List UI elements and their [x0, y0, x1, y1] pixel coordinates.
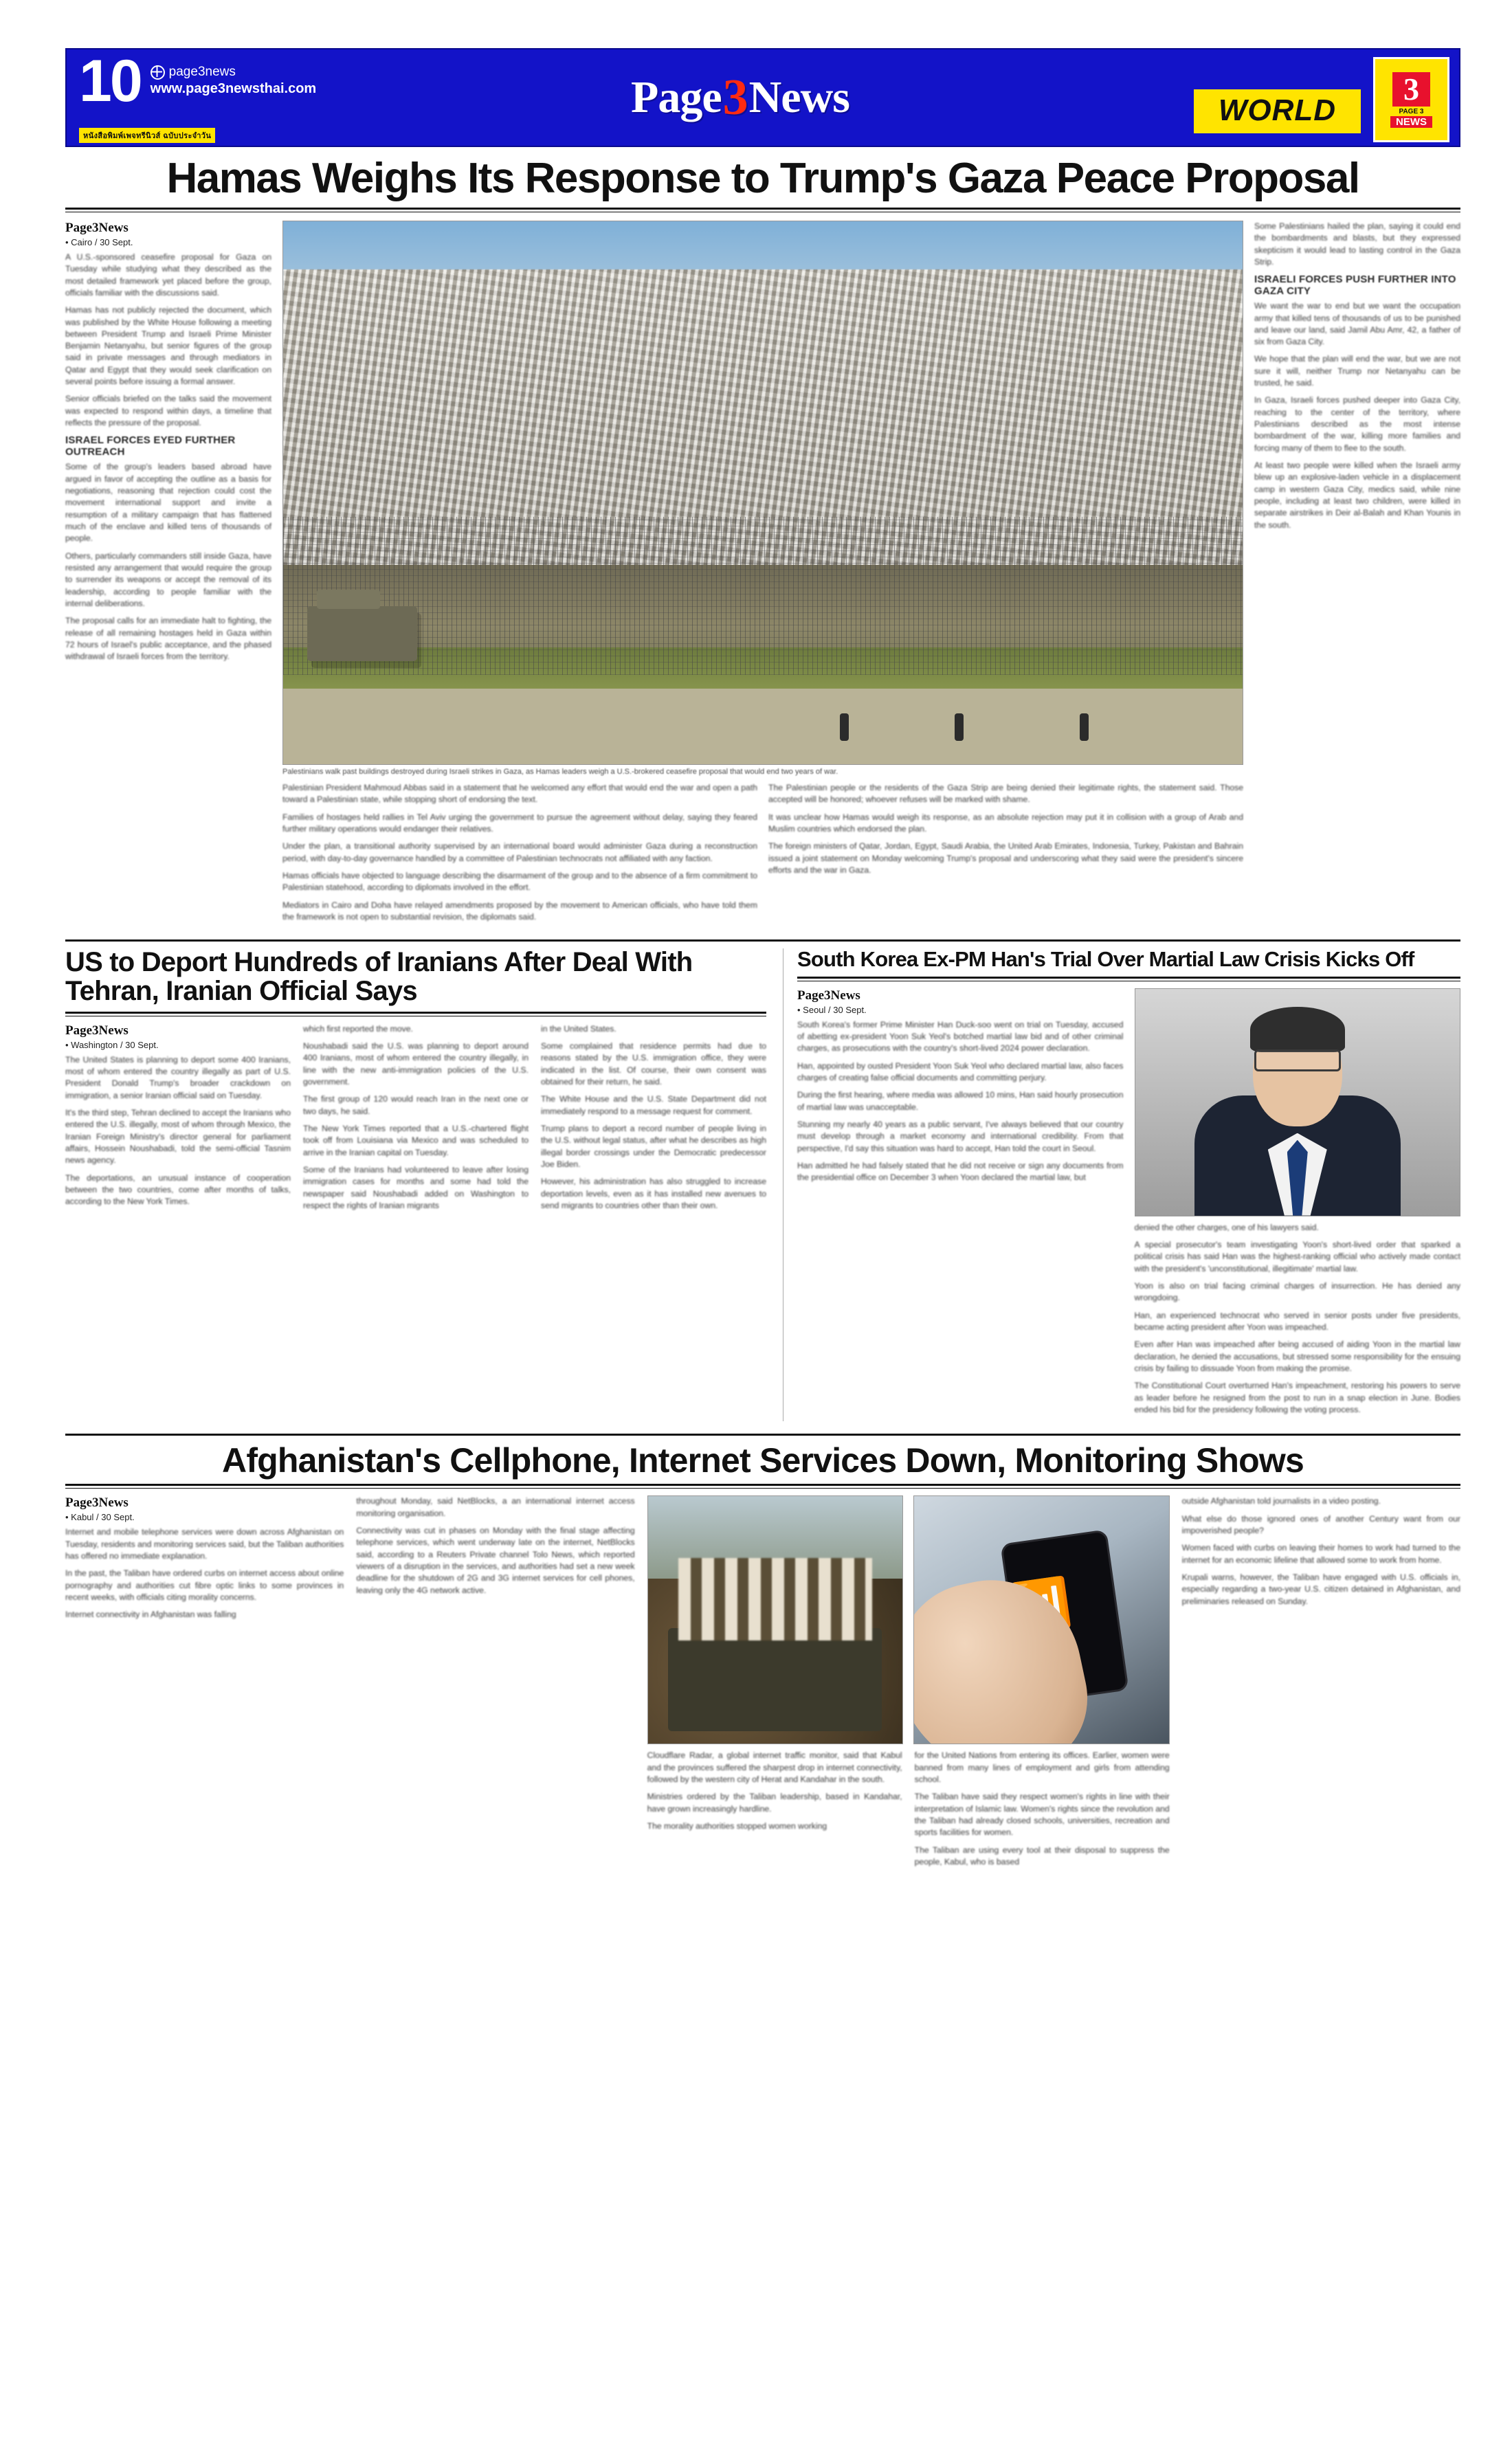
- afghan-body-1: Internet and mobile telephone services were down across Afghanistan on Tuesday, residents and monitoring services said, but the Taliban authorities has offered no immediate explanation. In the past, the Taliban have ordered curbs on internet access about online pornography and authorities cut fibre optic links to some provinces in recent weeks, with officials citing morality concerns. Internet connectivity in Afghanistan was falling: [65, 1527, 344, 1620]
- korea-dateline: • Seoul / 30 Sept.: [797, 1004, 867, 1015]
- lead-column-2: [282, 782, 757, 928]
- row2: [65, 948, 1460, 1421]
- afghan-column-5: [1182, 1495, 1460, 1873]
- afghanistan-headline: Afghanistan's Cellphone, Internet Services Down, Monitoring Shows: [222, 1441, 1304, 1480]
- iran-column-3: [541, 1023, 766, 1218]
- afghan-byline: Page3News: [65, 1495, 129, 1511]
- korea-photo: [1135, 988, 1461, 1216]
- afghan-column-4: [915, 1750, 1170, 1873]
- masthead-center: [416, 49, 1065, 146]
- lead-center-block: [282, 221, 1243, 929]
- lead-body-3: The Palestinian people or the residents of the Gaza Strip are being denied their legitimate rights, the statement said. Those accepted will be honored; whoever refuses will be marked with shame. It was unclear how Hamas would weigh its response, as an absolute rejection may put it in collision with a group of Arab and Muslim countries which endorsed the plan. The foreign ministers of Qatar, Jordan, Egypt, Saudi Arabia, the United Arab Emirates, Indonesia, Turkey, Pakistan and Bahrain issued a joint statement on Monday welcoming Trump's proposal and underscoring what they said were the president's sincere efforts and the war in Gaza.: [768, 783, 1243, 876]
- website-url[interactable]: www.page3newsthai.com: [150, 81, 317, 96]
- afghan-column-1: [65, 1495, 344, 1873]
- thai-strip: หนังสือพิมพ์เพจทรีนิวส์ ฉบับประจำวัน: [79, 128, 215, 143]
- section-tag: WORLD: [1194, 89, 1361, 133]
- social-handle: page3news: [168, 65, 236, 79]
- iran-body-2: which first reported the move. Noushabadi said the U.S. was planning to deport around 400 Iranians, most of whom entered the country illegally, in line with the new anti-immigration policies of the U.S. government. The first group of 120 would reach Iran in the next one or two days, he said. The New York Times reported that a U.S.-chartered flight took off from Louisiana via Mexico and was scheduled to arrive in the Iranian capital on Tuesday. Some of the Iranians had volunteered to leave after losing immigration cases for months and some had told the newspaper said Noushabadi added on Washington to respect the rights of Iranian migrants: [303, 1023, 529, 1210]
- afghan-body-3: Cloudflare Radar, a global internet traffic monitor, said that Kabul and the provinces suffered the sharpest drop in internet connectivity, followed by the western city of Herat and Kandahar in the south. Ministries ordered by the Taliban leadership, based in Kandahar, have grown increasingly hardline. The morality authorities stopped women working: [647, 1750, 902, 1831]
- iran-body-1: The United States is planning to deport some 400 Iranians, most of whom entered the country illegally as part of U.S. President Donald Trump's broader crackdown on immigration, a senior Iranian official said on Tuesday. It's the third step, Tehran declined to accept the Iranians who entered the U.S. illegally, most of whom through Mexico, the Iranian Foreign Ministry's director general for parliament affairs, Hossein Noushabadi, told the semi-official Tasnim news agency. The deportations, an unusual instance of cooperation between the two countries, come after months of talks, according to the New York Times.: [65, 1054, 291, 1207]
- lead-column-3: [768, 782, 1243, 928]
- korea-column-2: [1135, 988, 1461, 1422]
- lead-sub-columns: [282, 782, 1243, 928]
- iran-column-2: [303, 1023, 529, 1218]
- afghan-dateline: • Kabul / 30 Sept.: [65, 1512, 135, 1523]
- masthead-right: [1065, 49, 1459, 146]
- afghan-column-3: [647, 1750, 902, 1873]
- lead-photo-gaza: [282, 221, 1243, 765]
- lead-body-4: Some Palestinians hailed the plan, saying it could end the bombardments and blasts, but they expressed skepticism it would lead to lasting control in the Gaza Strip.: [1254, 221, 1460, 267]
- afghan-divider: [65, 1484, 1460, 1486]
- afghan-body-5: outside Afghanistan told journalists in a video posting. What else do those ignored ones of another Century want from our impoverished people? Women faced with curbs on leaving their homes to work had turned to the internet for an economic lifeline that allowed some to work from home. Krupali warns, however, the Taliban have engaged with U.S. officials in, especially regarding a two-year U.S. citizen detained in Afghanistan, and preliminaries released on Sunday.: [1181, 1496, 1460, 1606]
- lead-column-4: [1254, 221, 1460, 929]
- afghan-body-4: for the United Nations from entering its offices. Earlier, women were banned from many lines of employment and girls from attending school. The Taliban have said they respect women's rights in line with their interpretation of Islamic law. Women's rights since the revolution and the Taliban had already closed schools, universities, recreation and sports facilities for women. The Taliban are using every tool at their disposal to suppress the people, Kabul, who is based: [914, 1750, 1170, 1867]
- iran-columns: [65, 1023, 766, 1218]
- badge-sub: PAGE 3: [1399, 107, 1424, 115]
- afghan-column-2: [356, 1495, 634, 1873]
- afghanistan-columns: [65, 1495, 1460, 1873]
- newspaper-page: [65, 48, 1460, 2399]
- afghan-photo-block: [647, 1495, 1170, 1873]
- lead-subhead-4: ISRAELI FORCES PUSH FURTHER INTO GAZA CITY: [1254, 274, 1456, 298]
- iran-body-3: in the United States. Some complained that residence permits had due to reasons stated by the U.S. immigration office, they were indicated in the list. Of course, their own consent was obtained for their return, he said. The White House and the U.S. State Department did not immediately respond to a message request for comment. Trump plans to deport a record number of people living in the U.S. without legal status, after what he describes as high illegal border crossings under the Democratic predecessor Joe Biden. However, his administration has also struggled to increase deportation levels, even as it has installed new avenues to send migrants to countries other than their own.: [541, 1023, 766, 1210]
- page-number: 10: [79, 48, 141, 114]
- lead-body-4b: We want the war to end but we want the occupation army that killed tens of thousands of us to be punished and leave our land, said Jamil Abu Amr, 42, a father of six from Gaza City. We hope that the plan will end the war, but we are not sure it will, neither Trump nor Netanyahu can be trusted, he said. In Gaza, Israeli forces pushed deeper into Gaza City, reaching to the center of the territory, where Palestinians described as the most intense bombardment of the war, killing more families and forcing many of them to flee to the south. At least two people were killed when the Israeli army blew up an explosive-laden vehicle in a displacement camp in western Gaza City, medics said, while nine people, including at least two children, were killed in separate airstrikes in Deir al-Balah and Khan Younis in the south.: [1254, 301, 1460, 530]
- lead-story-columns: [65, 221, 1460, 929]
- logo-part1: Page: [631, 72, 722, 122]
- afghan-sub-columns: [647, 1750, 1170, 1873]
- dateline: • Cairo / 30 Sept.: [65, 236, 133, 247]
- globe-icon: [151, 65, 165, 80]
- divider-row2: [65, 939, 1460, 942]
- divider-lead-top: [65, 208, 1460, 210]
- korea-byline: Page3News: [797, 988, 860, 1003]
- korea-columns: [797, 988, 1460, 1422]
- logo-part2: News: [748, 72, 849, 122]
- korea-headline: South Korea Ex-PM Han's Trial Over Martial Law Crisis Kicks Off: [797, 947, 1414, 972]
- lead-body-1: A U.S.-sponsored ceasefire proposal for Gaza on Tuesday while studying what they described as the most detailed framework yet placed before the group, officials familiar with the discussions said. Hamas has not publicly rejected the document, which was published by the White House following a meeting between President Trump and Israeli Prime Minister Benjamin Netanyahu, but senior figures of the group said in private messages and through mediators in Qatar and Egypt that they would seek clarification on several points before issuing a formal answer. Senior officials briefed on the talks said the movement was expected to respond within days, a timeline that reflects the pressure of the proposal.: [65, 252, 271, 428]
- korea-column-1: [797, 988, 1124, 1422]
- lead-subhead-1: ISRAEL FORCES EYED FURTHER OUTREACH: [65, 434, 236, 458]
- lead-photo-caption: Palestinians walk past buildings destroyed during Israeli strikes in Gaza, as Hamas leaders weigh a U.S.-brokered ceasefire proposal that would end two years of war.: [282, 767, 838, 776]
- story-iran: [65, 948, 766, 1421]
- brand-badge: [1373, 57, 1449, 142]
- iran-headline: US to Deport Hundreds of Iranians After Deal With Tehran, Iranian Official Says: [65, 947, 693, 1007]
- afghan-photo-phone: [913, 1495, 1169, 1744]
- masthead: [65, 48, 1460, 147]
- lead-headline: Hamas Weighs Its Response to Trump's Gaza Peace Proposal: [166, 155, 1359, 202]
- lead-column-1: [65, 221, 271, 929]
- korea-body-1: South Korea's former Prime Minister Han Duck-soo went on trial on Tuesday, accused of abetting ex-president Yoon Suk Yeol's botched martial law bid and of other criminal charges, as prosecutions with the country's short-lived 2024 power declaration. Han, appointed by ousted President Yoon Suk Yeol who declared martial law, also faces charges of creating false official documents and committing perjury. During the first hearing, where media was allowed 10 mins, Han said hourly prosecution of martial law was unacceptable. Stunning my nearly 40 years as a public servant, I've always believed that our country must develop through a market economy and international credibility. From that perspective, I'd say this situation was hard to accept, Han told the court in Seoul. Han admitted he had falsely stated that he did not receive or sign any documents from the presidential office on December 3 when Yoon declared the martial law, but: [797, 1019, 1124, 1183]
- afghan-photo-taliban: [647, 1495, 903, 1744]
- iran-column-1: [65, 1023, 291, 1218]
- iran-byline: Page3News: [65, 1023, 129, 1038]
- afghan-body-2: throughout Monday, said NetBlocks, a an international internet access monitoring organisation. Connectivity was cut in phases on Monday with the final stage affecting telephone services, which went underway late on the internet, NetBlocks said, according to a Reuters Private channel Tolo News, which reported viewers of a disruption in the services, and authorities had set a new week deadline for the shutdown of 2G and 3G internet services for cell phones, leaving only the 4G network active.: [356, 1496, 635, 1595]
- badge-news: NEWS: [1390, 116, 1432, 128]
- story-korea: [783, 948, 1460, 1421]
- byline: Page3News: [65, 220, 129, 235]
- divider-row3: [65, 1434, 1460, 1436]
- lead-body-2: Palestinian President Mahmoud Abbas said in a statement that he welcomed any effort that would end the war and open a path toward a Palestinian state, while stopping short of endorsing the text. Families of hostages held rallies in Tel Aviv urging the government to pursue the agreement without delay, saying they feared further military operations would endanger their relatives. Under the plan, a transitional authority supervised by an international board would administer Gaza during a reconstruction period, with day-to-day governance handled by a committee of Palestinian technocrats not affiliated with any faction. Hamas officials have objected to language describing the disarmament of the group and to the absence of a firm commitment to Palestinian statehood, according to diplomats involved in the effort. Mediators in Cairo and Doha have relayed amendments proposed by the movement to American officials, who have told them the framework is not open to substantial revision, the diplomats said.: [282, 783, 757, 922]
- afghan-divider-thin: [65, 1488, 1460, 1489]
- masthead-left: [67, 49, 416, 146]
- publication-logo: [631, 69, 849, 127]
- korea-divider: [797, 977, 1460, 979]
- badge-number: 3: [1392, 72, 1430, 107]
- logo-accent: 3: [722, 69, 748, 126]
- lead-body-1b: Some of the group's leaders based abroad have argued in favor of accepting the outline as a basis for negotiations, reasoning that rejection could cost the movement international support and invite a resumption of a military campaign that has flattened much of the enclave and killed tens of thousands of people. Others, particularly commanders still inside Gaza, have resisted any arrangement that would require the group to surrender its weapons or accept the removal of its leadership, according to people familiar with the internal deliberations. The proposal calls for an immediate halt to fighting, the release of all remaining hostages held in Gaza within 72 hours of Israel's public acceptance, and the phased withdrawal of Israeli forces from the territory.: [65, 462, 271, 662]
- iran-dateline: • Washington / 30 Sept.: [65, 1039, 159, 1050]
- korea-body-2: denied the other charges, one of his lawyers said. A special prosecutor's team investigating Yoon's short-lived order that sparked a political crisis has said Han was the highest-ranking official who actively made contact with the president's 'unconstitutional, illegitimate' martial law. Yoon is also on trial facing criminal charges of insurrection. He has denied any wrongdoing. Han, an experienced technocrat who served in senior posts under five presidents, became acting president after Yoon was impeached. Even after Han was impeached after being accused of aiding Yoon in the martial law declaration, he denied the accusations, but stressed some responsibility for the ensuing crisis by failing to dissuade Yoon from making the promise. The Constitutional Court overturned Han's impeachment, restoring his powers to serve as leader before he resigned from the post to run in a snap election in June. Bodies ended his bid for the presidency following the voting process.: [1134, 1222, 1460, 1414]
- iran-divider: [65, 1012, 766, 1014]
